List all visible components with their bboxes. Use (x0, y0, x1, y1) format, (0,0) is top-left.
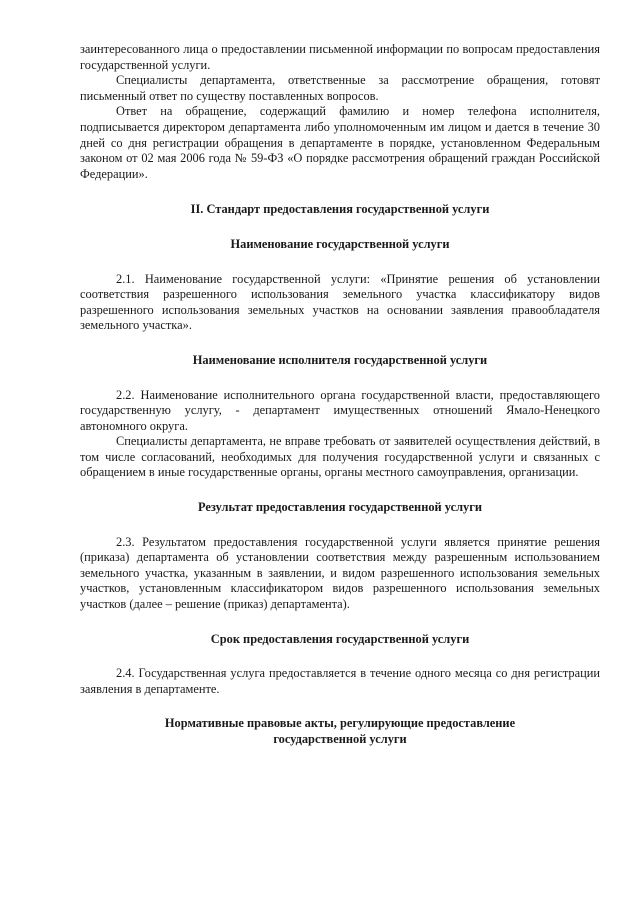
service-name-heading: Наименование государственной услуги (230, 236, 450, 251)
result-heading: Результат предоставления государственной услуги (198, 500, 482, 515)
term-heading: Срок предоставления государственной услуги (210, 631, 470, 646)
paragraph-2-2-specialists: Специалисты департамента, не вправе требовать от заявителей осуществления действий, в том числе согласований, необходимых для получения государственной услуги и связанных с обращением в иные государственные органы, органы местного самоуправления, организации. (80, 434, 600, 480)
intro-paragraph-continued: заинтересованного лица о предоставлении письменной информации по вопросам предоставления государственной услуги. (80, 42, 600, 72)
intro-paragraph-answer: Ответ на обращение, содержащий фамилию и номер телефона исполнителя, подписывается директором департамента либо уполномоченным им лицом и дается в течение 30 дней со дня регистрации обращения в департаменте в порядке, установленном Федеральным законом от 02 мая 2006 года № 59-ФЗ «О порядке рассмотрения обращений граждан Российской Федерации». (80, 104, 600, 181)
normative-acts-heading-line1: Нормативные правовые акты, регулирующие предоставление (164, 716, 516, 731)
document-page (80, 42, 600, 748)
intro-paragraph-specialists: Специалисты департамента, ответственные за рассмотрение обращения, готовят письменный ответ по существу поставленных вопросов. (80, 73, 600, 103)
paragraph-2-4: 2.4. Государственная услуга предоставляется в течение одного месяца со дня регистрации заявления в департаменте. (80, 666, 600, 696)
section-title: II. Стандарт предоставления государственной услуги (190, 202, 490, 217)
executor-heading: Наименование исполнителя государственной услуги (192, 352, 488, 367)
normative-acts-heading-line2: государственной услуги (273, 732, 407, 746)
paragraph-2-1: 2.1. Наименование государственной услуги: «Принятие решения об установлении соответствия разрешенного использования земельного участка классификатору видов разрешенного использования земельных участков на основании заявления правообладателя земельного участка». (80, 271, 600, 333)
paragraph-2-3: 2.3. Результатом предоставления государственной услуги является принятие решения (приказа) департамента об установлении соответствия между разрешенным использованием земельного участка, указанным в заявлении, и видом разрешенного использования земельных участков, установленным классификатором видов разрешенного использования земельных участков (далее – решение (приказ) департамента). (80, 534, 600, 612)
paragraph-2-2: 2.2. Наименование исполнительного органа государственной власти, предоставляющего государственную услугу, - департамент имущественных отношений Ямало-Ненецкого автономного округа. (80, 387, 600, 433)
